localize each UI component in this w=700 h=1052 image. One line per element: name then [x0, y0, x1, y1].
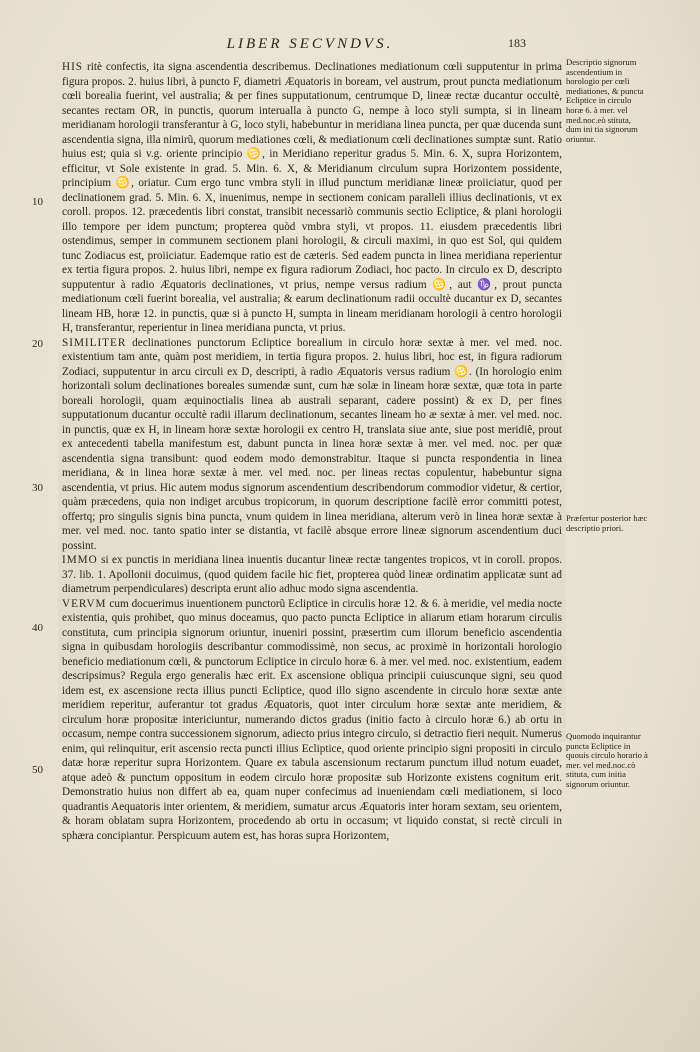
- line-number: 30: [32, 482, 43, 494]
- paragraph-text: ritè confectis, ita signa ascendentia describemus. Declinationes mediationum cœli supputentur in prima figura propos. 2. huius libri, à puncto F, diametri Æquatoris in boream, vel austrum, prout puncta mediationum cœli borealia fuerint, vel australia; & per fines supputationum, centrumque D, lineæ rectæ ducantur occultè, secantes rectam OR, in punctis, quorum interualla à puncto G, nempe à loco styli sumpta, si in lineam meridianam horologii transferantur à G, loco styli, habebuntur in meridiana linea puncta, per quæ ducenda sunt ascendentia signa, illa nimirũ, quorum mediationes cœli, & mediationum cœli declinationes sumptæ sunt. Ratio huius est; quia si v.g. oriente principio ♋, in Meridiano reperitur gradus 5. Min. 6. X, supra Horizontem, efficitur, vt Sole existente in grad. 5. Min. 6. X, & Meridianum circulum supra Horizontem possidente, principium ♋, oriatur. Cum ergo tunc vmbra styli in illud punctum meridianæ lineæ proiiciatur, quod per declinationem grad. 5. Min. 6. X, inuenimus, nempe in sectionem conicam paralleli illius declinationis, vt ex coroll. propos. 12. præcedentis libri constat, transibit necessariò communis sectio Ecliptice, & plani horologii illo tempore per idem punctum; propterea quòd vmbra styli, vt propos. 11. eiusdem præcedentis libri ostendimus, semper in communem sectionem plani horologii, & circuli maximi, in quo est Sol, qui quidem tunc Zodiacus est, proiiciatur. Eademque ratio est de cæteris. Sed eadem puncta in linea meridiana reperientur ex tertia figura propos. 2. huius libri, nempe ex figura radiorum Zodiaci, hoc pacto. In circulo ex D, descripto supputentur à radio Æquatoris declinationes, vt prius, nempe versus radium ♋, aut ♑, prout puncta mediationum cœli fuerint borealia, vel australia; & earum declinationum radii occultè ducantur ex D, secantes lineam HB, horæ 12. in punctis, quæ si à puncto H, sumpta in lineam meridianam horologii à centro horologii H, transferantur, reperientur in linea meridiana puncta, vt prius.: [62, 61, 562, 334]
- running-head: LIBER SECVNDVS.: [226, 36, 394, 52]
- paragraph-text: cum docuerimus inuentionem punctorũ Ecliptice in circulis horæ 12. & 6. à meridie, vel media nocte existentia, quis prohibet, quo minus doceamus, quo pacto puncta Ecliptice in aliarum etiam horarum circulis constituta, cum principia signorum oriuntur, inueniri possint, præsertim cum illorum beneficio ascendentia signa in quibusdam horologiis describantur commodissimè, non secus, ac proximè in horizontali horologio beneficio mediationum cœli, & punctorum Ecliptice in circulo horæ 6. à mer. vel med. noc. existentium, eadem descripsimus? Regula ergo generalis hæc erit. Ex ascensione obliqua principii cuiuscunque signi, seu quod idem est, ex ascensione recta illius puncti Ecliptice, quod illo signo ascendente in circulo horæ sextæ ante meridiem reperitur, auferantur tot gradus Æquatoris, quot inter circulum horæ sextæ ante meridiem, & circulum horæ propositæ intericiuntur, numerando dictos gradus (initio facto à circulo horæ 6.) ab ortu in occasum, nempe contra successionem signorum, adiecto prius integro circulo, si detractio fieri nequit. Numerus enim, qui relinquitur, erit ascensio recta puncti illius Ecliptice, quod oriente principio signi propositi in circulo datæ horæ reperitur supra Horizontem. Quare ex tabula ascensionum rectarum punctum illud notum euadet, atque adeò & punctum oppositum in eodem circulo horæ propositæ sub Horizonte existens cognitum erit. Demonstratio huius non differt ab ea, quam nuper confecimus ad inueniendam cœli mediationem, si loco quadrantis Aequatoris inter orientem, & meridiem, sumatur arcus Æquatoris inter horam sextam, seu orientem, & horam oblatam supra Horizontem, procedendo ab ortu in occasum; vt liquido constat, si rectè circuli in sphæra concipiantur. Perspicuum autem est, has horas supra Horizontem,: [62, 597, 562, 842]
- paragraph: [62, 553, 562, 597]
- paragraph-lead: IMMO: [62, 554, 98, 566]
- line-number: 10: [32, 196, 43, 208]
- margin-note: Præfertur posterior hæc descriptio priori.: [566, 513, 648, 533]
- paragraph-text: si ex punctis in meridiana linea inuentis ducantur lineæ rectæ tangentes tropicos, vt in coroll. propos. 37. lib. 1. Apollonii docuimus, (quod quidem facile hic fiet, propterea quòd lineæ ordinatim applicatæ sunt ad diametrum perpendiculares) descripta erunt alio adhuc modo signa ascendentia.: [62, 554, 562, 595]
- paragraph: [62, 597, 562, 844]
- main-text: [62, 60, 562, 843]
- page-number: 183: [508, 36, 526, 50]
- paragraph: [62, 60, 562, 336]
- margin-note: Descriptio signorum ascendentium in horologio per cœli mediationes, & puncta Ecliptice in circulo horæ 6. à mer. vel med.noc.eò stituta, dum ini tia signorum oriuntur.: [566, 57, 644, 144]
- line-number: 50: [32, 764, 43, 776]
- paragraph-lead: HIS: [62, 61, 84, 73]
- paragraph-text: declinationes punctorum Ecliptice borealium in circulo horæ sextæ à mer. vel med. noc. existentium tam ante, quàm post meridiem, in tertia figura propos. 2. huius libri, hoc est, in figura radiorum Zodiaci, supputentur in arcu circuli ex D, descripti, à radio Æquatoris versus radium ♋. (In horologio enim horizontali solum declinationes boreales sumendæ sunt, cum hæ solæ in lineam horæ sextæ, quæ tota in parte boreali horologii, quam æquinoctialis linea ab australi separant, cadere possint) & ex D, per fines supputationum ducantur occultè radii illarum declinationum, secantes lineam ho æ sextæ à mer. vel med. noc. in punctis, quæ ex H, in lineam horæ sextæ horologii ex centro H, translata siue ante, siue post meridiê, prout ex antecedenti tabella manifestum est, dabunt puncta in linea horæ sextæ à mer. vel med. noc. per quæ ascendentia signa transibunt: quod eodem modo demonstrabitur. Itaque si puncta respondentia in linea meridiana, & in linea horæ sextæ à mer. vel med. noc. per lineas rectas copulentur, habebuntur signa ascendentia, vt prius. Hic autem modus signorum ascendentium describendorum commodior videtur, & certior, quàm præcedens, quia non indiget arcubus tropicorum, in quorum descriptione facilè error committi potest, offertq; pro singulis signis bina puncta, vnum quidem in linea meridiana, alterum verò in linea horæ sextæ à mer. vel med. noc. tanto spatio inter se distantia, vt facilè absque errore lineæ signorum ascendentium duci possint.: [62, 336, 562, 552]
- margin-note: Quomodo inquirantur puncta Ecliptice in quouis circulo horario à mer. vel med.noc.cò stituta, cum initia signorum oriuntur.: [566, 731, 648, 789]
- line-number: 40: [32, 622, 43, 634]
- paragraph-lead: SIMILITER: [62, 336, 127, 349]
- line-number: 20: [32, 338, 43, 350]
- paragraph-lead: VERVM: [62, 597, 107, 610]
- paragraph: [62, 336, 562, 554]
